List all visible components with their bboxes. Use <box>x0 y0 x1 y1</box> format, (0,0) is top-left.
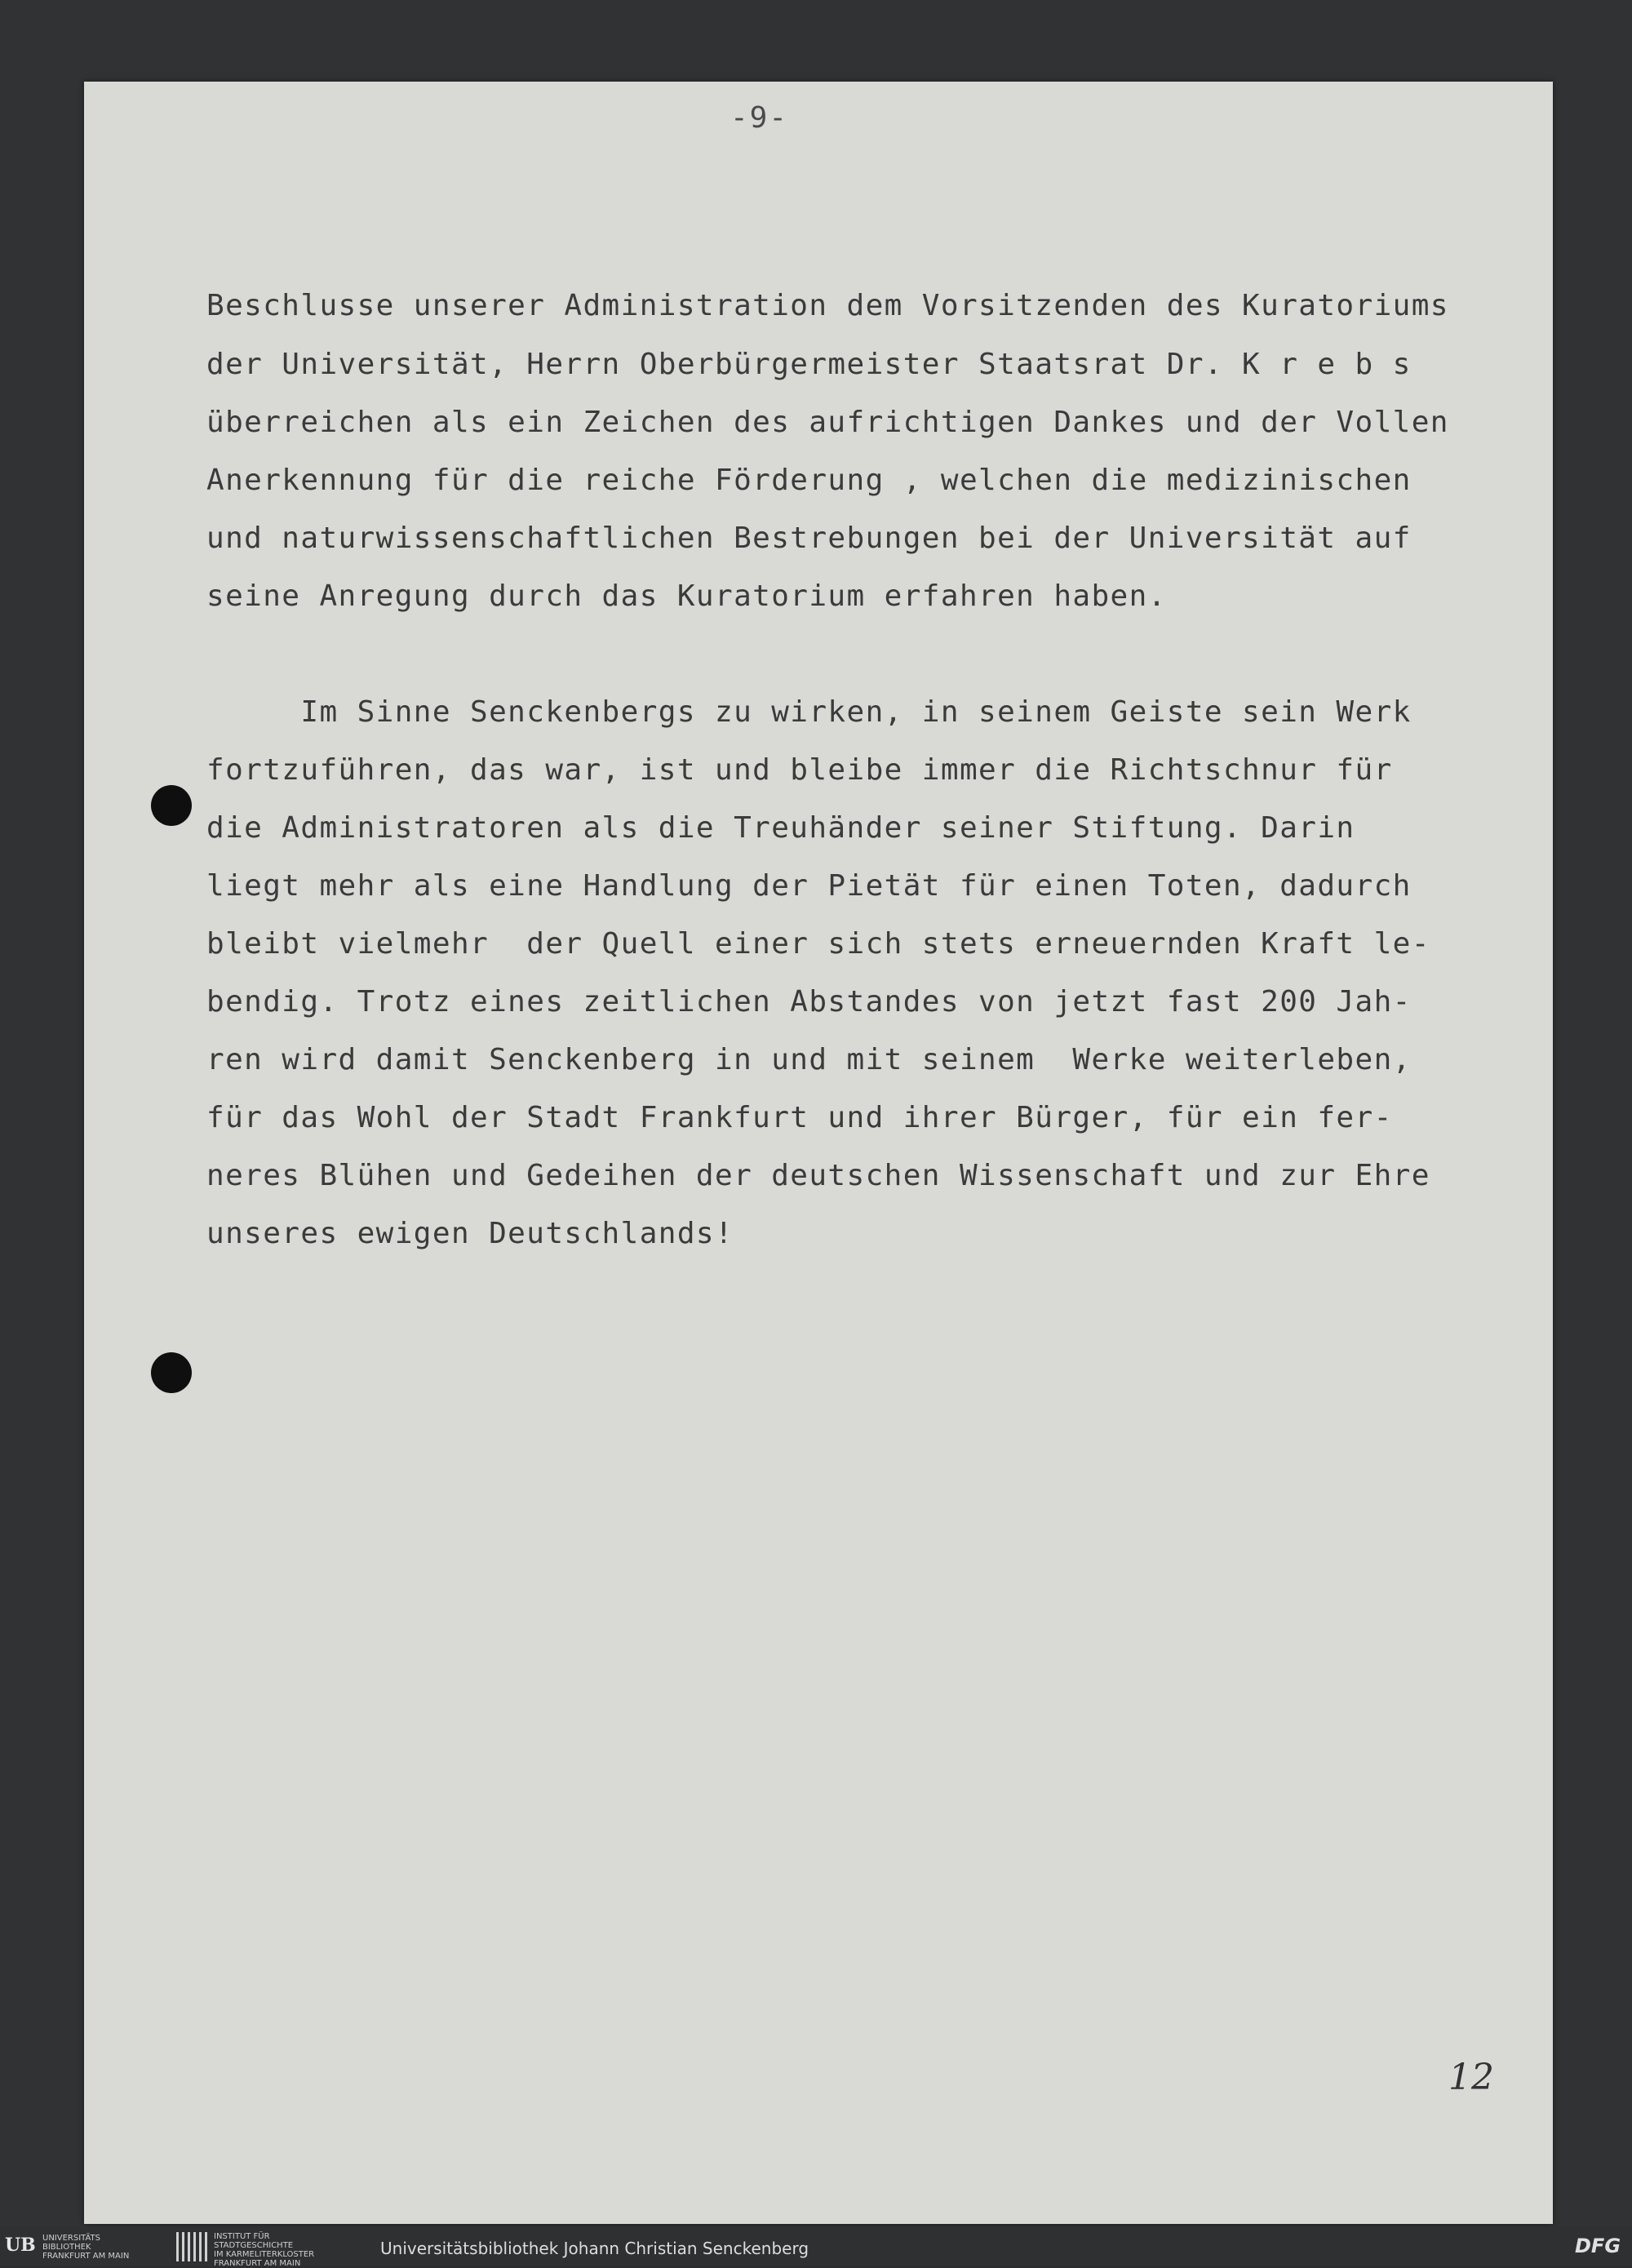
punch-hole <box>151 1352 192 1393</box>
text-line: bleibt vielmehr der Quell einer sich stets erneuernden Kraft le- <box>206 927 1430 961</box>
text-line: Beschlusse unserer Administration dem Vorsitzenden des Kuratoriums <box>206 289 1449 322</box>
text-line: überreichen als ein Zeichen des aufrichtigen Dankes und der Vollen <box>206 406 1449 439</box>
text-line: seine Anregung durch das Kuratorium erfahren haben. <box>206 579 1167 613</box>
text-line: Im Sinne Senckenbergs zu wirken, in seinem Geiste sein Werk <box>206 695 1412 729</box>
text-line: und naturwissenschaftlichen Bestrebungen bei der Universität auf <box>206 522 1412 555</box>
text-line: für das Wohl der Stadt Frankfurt und ihrer Bürger, für ein fer- <box>206 1101 1393 1134</box>
text-line: der Universität, Herrn Oberbürgermeister Staatsrat Dr. K r e b s <box>206 348 1412 381</box>
text-line: Anerkennung für die reiche Förderung , welchen die medizinischen <box>206 464 1412 497</box>
text-line: bendig. Trotz eines zeitlichen Abstandes von jetzt fast 200 Jah- <box>206 985 1412 1019</box>
ub-logo: UB <box>5 2235 36 2256</box>
punch-hole <box>151 785 192 826</box>
text-line: ren wird damit Senckenberg in und mit seinem Werke weiterleben, <box>206 1043 1412 1076</box>
institut-logo-text: INSTITUT FÜR STADTGESCHICHTE IM KARMELITERKLOSTER FRANKFURT AM MAIN <box>214 2232 315 2268</box>
institut-logo-icon <box>176 2232 207 2261</box>
text-line: die Administratoren als die Treuhänder seiner Stiftung. Darin <box>206 811 1355 845</box>
text-line: fortzuführen, das war, ist und bleibe immer die Richtschnur für <box>206 753 1393 787</box>
text-line: unseres ewigen Deutschlands! <box>206 1217 734 1250</box>
dfg-logo: DFG <box>1575 2235 1621 2257</box>
page-number: -9- <box>730 101 789 135</box>
handwritten-page-number: 12 <box>1448 2057 1494 2098</box>
document-page <box>84 82 1553 2224</box>
ub-logo-text: UNIVERSITÄTS BIBLIOTHEK FRANKFURT AM MAIN <box>42 2234 130 2261</box>
library-name: Universitätsbibliothek Johann Christian Senckenberg <box>380 2239 809 2258</box>
text-line: neres Blühen und Gedeihen der deutschen Wissenschaft und zur Ehre <box>206 1159 1430 1192</box>
text-line: liegt mehr als eine Handlung der Pietät für einen Toten, dadurch <box>206 869 1412 903</box>
